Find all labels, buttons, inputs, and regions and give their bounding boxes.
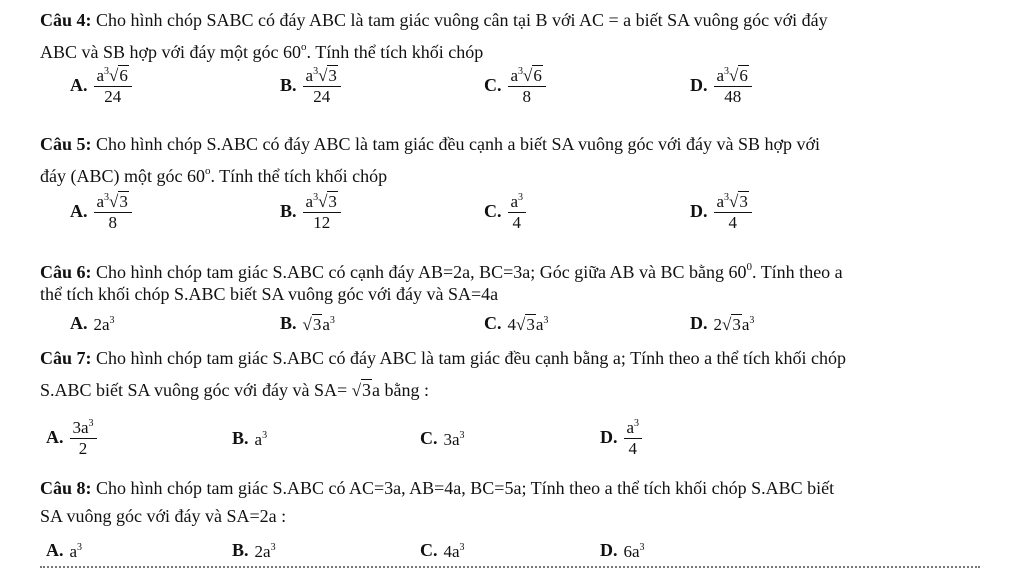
- question-6-option-b: B. $√3a^3$: [280, 313, 335, 334]
- question-4-option-d: D. $\frac{a^3√6}{48}$: [690, 62, 752, 107]
- question-7-line-1: Câu 7: Cho hình chóp tam giác S.ABC có đáy ABC là tam giác đều cạnh bằng a; Tính theo a thể tích khối chóp: [40, 348, 847, 368]
- question-8-option-a: A. $a^3$: [46, 540, 83, 561]
- question-7-option-a: A. $\frac{3a^3}{2}$: [46, 414, 97, 459]
- question-6-line-2: thể tích khối chóp S.ABC biết SA vuông góc với đáy và SA=4a: [40, 284, 499, 304]
- question-5-option-a: A. $\frac{a^3√3}{8}$: [70, 188, 132, 233]
- question-6-option-d: D. $2√3a^3$: [690, 313, 755, 334]
- question-4-line-1: Câu 4: Cho hình chóp SABC có đáy ABC là tam giác vuông cân tại B với AC = a biết SA vuông góc với đáy: [40, 10, 828, 30]
- question-8-option-d: D. $6a^3$: [600, 540, 645, 561]
- question-8-number: Câu 8:: [40, 478, 92, 498]
- question-4-line-2: ABC và SB hợp với đáy một góc 60$^o$. Tính thể tích khối chóp: [40, 41, 484, 62]
- question-4-option-a: A. $\frac{a^3√6}{24}$: [70, 62, 132, 107]
- question-5-line-1: Câu 5: Cho hình chóp S.ABC có đáy ABC là tam giác đều cạnh a biết SA vuông góc với đáy và SB hợp với: [40, 134, 820, 154]
- question-8-option-b: B. $2a^3$: [232, 540, 276, 561]
- question-7-line-2: S.ABC biết SA vuông góc với đáy và SA= √3a bằng :: [40, 380, 430, 400]
- question-5-line-2: đáy (ABC) một góc 60$^o$. Tính thể tích khối chóp: [40, 165, 388, 186]
- question-8-line-2: SA vuông góc với đáy và SA=2a :: [40, 506, 287, 526]
- question-5-option-d: D. $\frac{a^3√3}{4}$: [690, 188, 752, 233]
- cut-off-text-line: [40, 562, 980, 570]
- question-8-option-c: C. $4a^3$: [420, 540, 465, 561]
- question-4-option-b: B. $\frac{a^3√3}{24}$: [280, 62, 341, 107]
- question-6-number: Câu 6:: [40, 262, 92, 282]
- question-7-number: Câu 7:: [40, 348, 92, 368]
- question-8-line-1: Câu 8: Cho hình chóp tam giác S.ABC có AC=3a, AB=4a, BC=5a; Tính theo a thể tích khối chóp S.ABC biết: [40, 478, 835, 498]
- question-6-option-c: C. $4√3a^3$: [484, 313, 549, 334]
- question-4-option-c: C. $\frac{a^3√6}{8}$: [484, 62, 546, 107]
- question-5-option-c: C. $\frac{a^3}{4}$: [484, 188, 526, 233]
- question-4-number: Câu 4:: [40, 10, 92, 30]
- question-6-line-1: Câu 6: Cho hình chóp tam giác S.ABC có cạnh đáy AB=2a, BC=3a; Góc giữa AB và BC bằng $60^0$. Tính theo a: [40, 261, 843, 282]
- question-5-option-b: B. $\frac{a^3√3}{12}$: [280, 188, 341, 233]
- question-5-number: Câu 5:: [40, 134, 92, 154]
- question-7-option-d: D. $\frac{a^3}{4}$: [600, 414, 642, 459]
- question-6-option-a: A. $2a^3$: [70, 313, 115, 334]
- question-7-option-c: C. $3a^3$: [420, 428, 465, 449]
- question-7-option-b: B. $a^3$: [232, 428, 268, 449]
